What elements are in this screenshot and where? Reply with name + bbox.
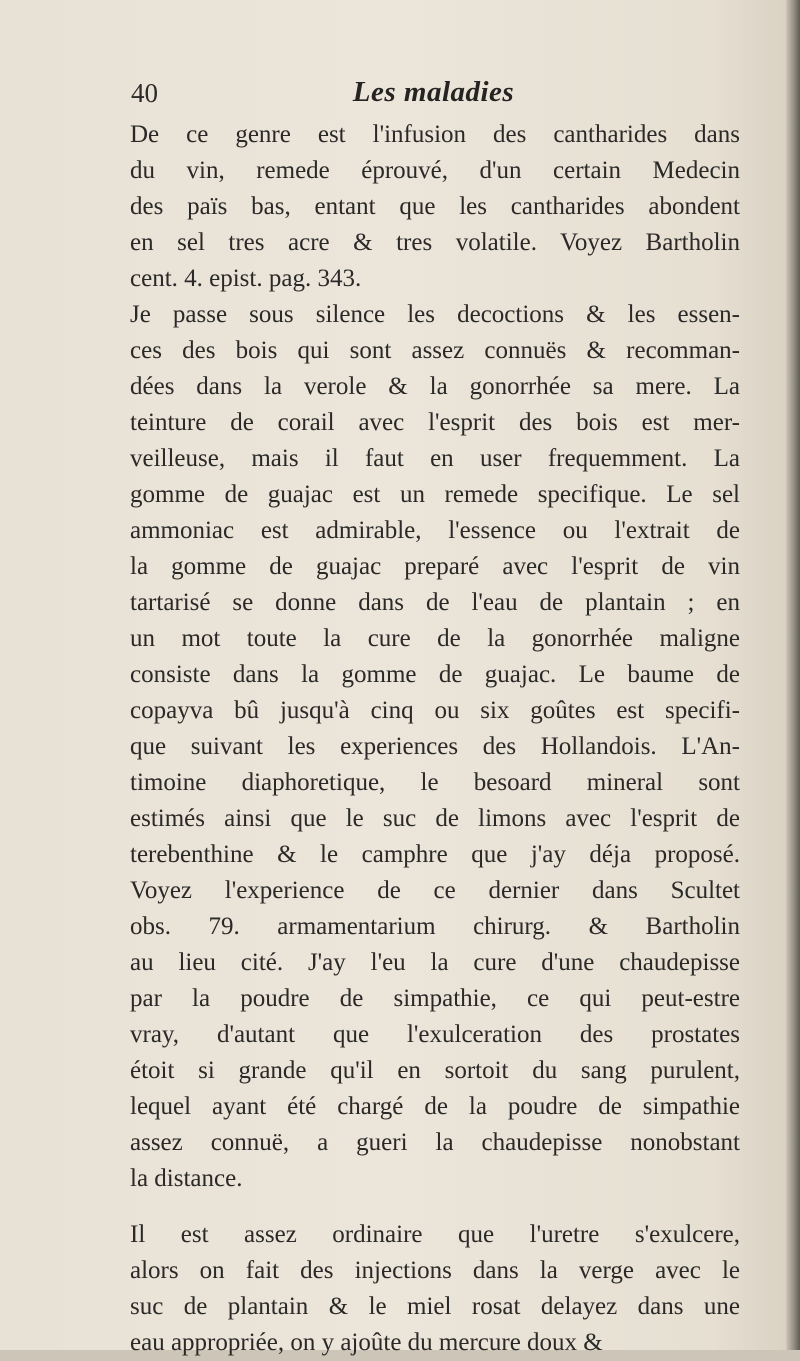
page-edge xyxy=(786,0,800,1350)
text-line: eau appropriée, on y ajoûte du mercure doux & xyxy=(130,1329,603,1356)
text-line: cent. 4. epist. pag. 343. xyxy=(130,265,362,292)
text-line: tartarisé se donne dans de l'eau de plantain ; en xyxy=(130,589,740,616)
text-line: la distance. xyxy=(130,1165,243,1192)
text-line: Je passe sous silence les decoctions & les essen- xyxy=(130,301,740,328)
paragraph-gap xyxy=(130,1197,740,1217)
text-line: suc de plantain & le miel rosat delayez dans une xyxy=(130,1293,740,1320)
paragraph xyxy=(130,117,740,297)
text-line: Voyez l'experience de ce dernier dans Scultet xyxy=(130,877,740,904)
text-line: gomme de guajac est un remede specifique. Le sel xyxy=(130,481,740,508)
page-number: 40 xyxy=(131,78,158,108)
paragraph xyxy=(130,297,740,1197)
text-line: estimés ainsi que le suc de limons avec l'esprit de xyxy=(130,805,740,832)
text-line: du vin, remede éprouvé, d'un certain Medecin xyxy=(130,157,740,184)
page-header xyxy=(131,76,736,116)
text-line: dées dans la verole & la gonorrhée sa mere. La xyxy=(130,373,740,400)
text-line: que suivant les experiences des Hollandois. L'An- xyxy=(130,733,740,760)
running-title: Les maladies xyxy=(352,76,515,108)
text-line: veilleuse, mais il faut en user frequemment. La xyxy=(130,445,740,472)
text-line: en sel tres acre & tres volatile. Voyez Bartholin xyxy=(130,229,740,256)
text-line: vray, d'autant que l'exulceration des prostates xyxy=(130,1021,740,1048)
text-line: par la poudre de simpathie, ce qui peut-estre xyxy=(130,985,740,1012)
text-line: alors on fait des injections dans la verge avec le xyxy=(130,1257,740,1284)
text-line: Il est assez ordinaire que l'uretre s'exulcere, xyxy=(130,1221,740,1248)
text-line: timoine diaphoretique, le besoard mineral sont xyxy=(130,769,740,796)
text-line: ammoniac est admirable, l'essence ou l'extrait de xyxy=(130,517,740,544)
text-line: la gomme de guajac preparé avec l'esprit de vin xyxy=(130,553,740,580)
text-line: teinture de corail avec l'esprit des bois est mer- xyxy=(130,409,740,436)
text-line: assez connuë, a gueri la chaudepisse nonobstant xyxy=(130,1129,740,1156)
text-line: au lieu cité. J'ay l'eu la cure d'une chaudepisse xyxy=(130,949,740,976)
text-line: De ce genre est l'infusion des cantharides dans xyxy=(130,121,740,148)
text-line: copayva bû jusqu'à cinq ou six goûtes est specifi- xyxy=(130,697,740,724)
text-line: un mot toute la cure de la gonorrhée maligne xyxy=(130,625,740,652)
text-line: obs. 79. armamentarium chirurg. & Bartholin xyxy=(130,913,740,940)
body-text xyxy=(130,117,740,1361)
text-line: terebenthine & le camphre que j'ay déja proposé. xyxy=(130,841,740,868)
text-line: lequel ayant été chargé de la poudre de simpathie xyxy=(130,1093,740,1120)
text-line: ces des bois qui sont assez connuës & recomman- xyxy=(130,337,740,364)
text-line: étoit si grande qu'il en sortoit du sang purulent, xyxy=(130,1057,740,1084)
text-line: consiste dans la gomme de guajac. Le baume de xyxy=(130,661,740,688)
paragraph xyxy=(130,1217,740,1361)
text-line: des païs bas, entant que les cantharides abondent xyxy=(130,193,740,220)
